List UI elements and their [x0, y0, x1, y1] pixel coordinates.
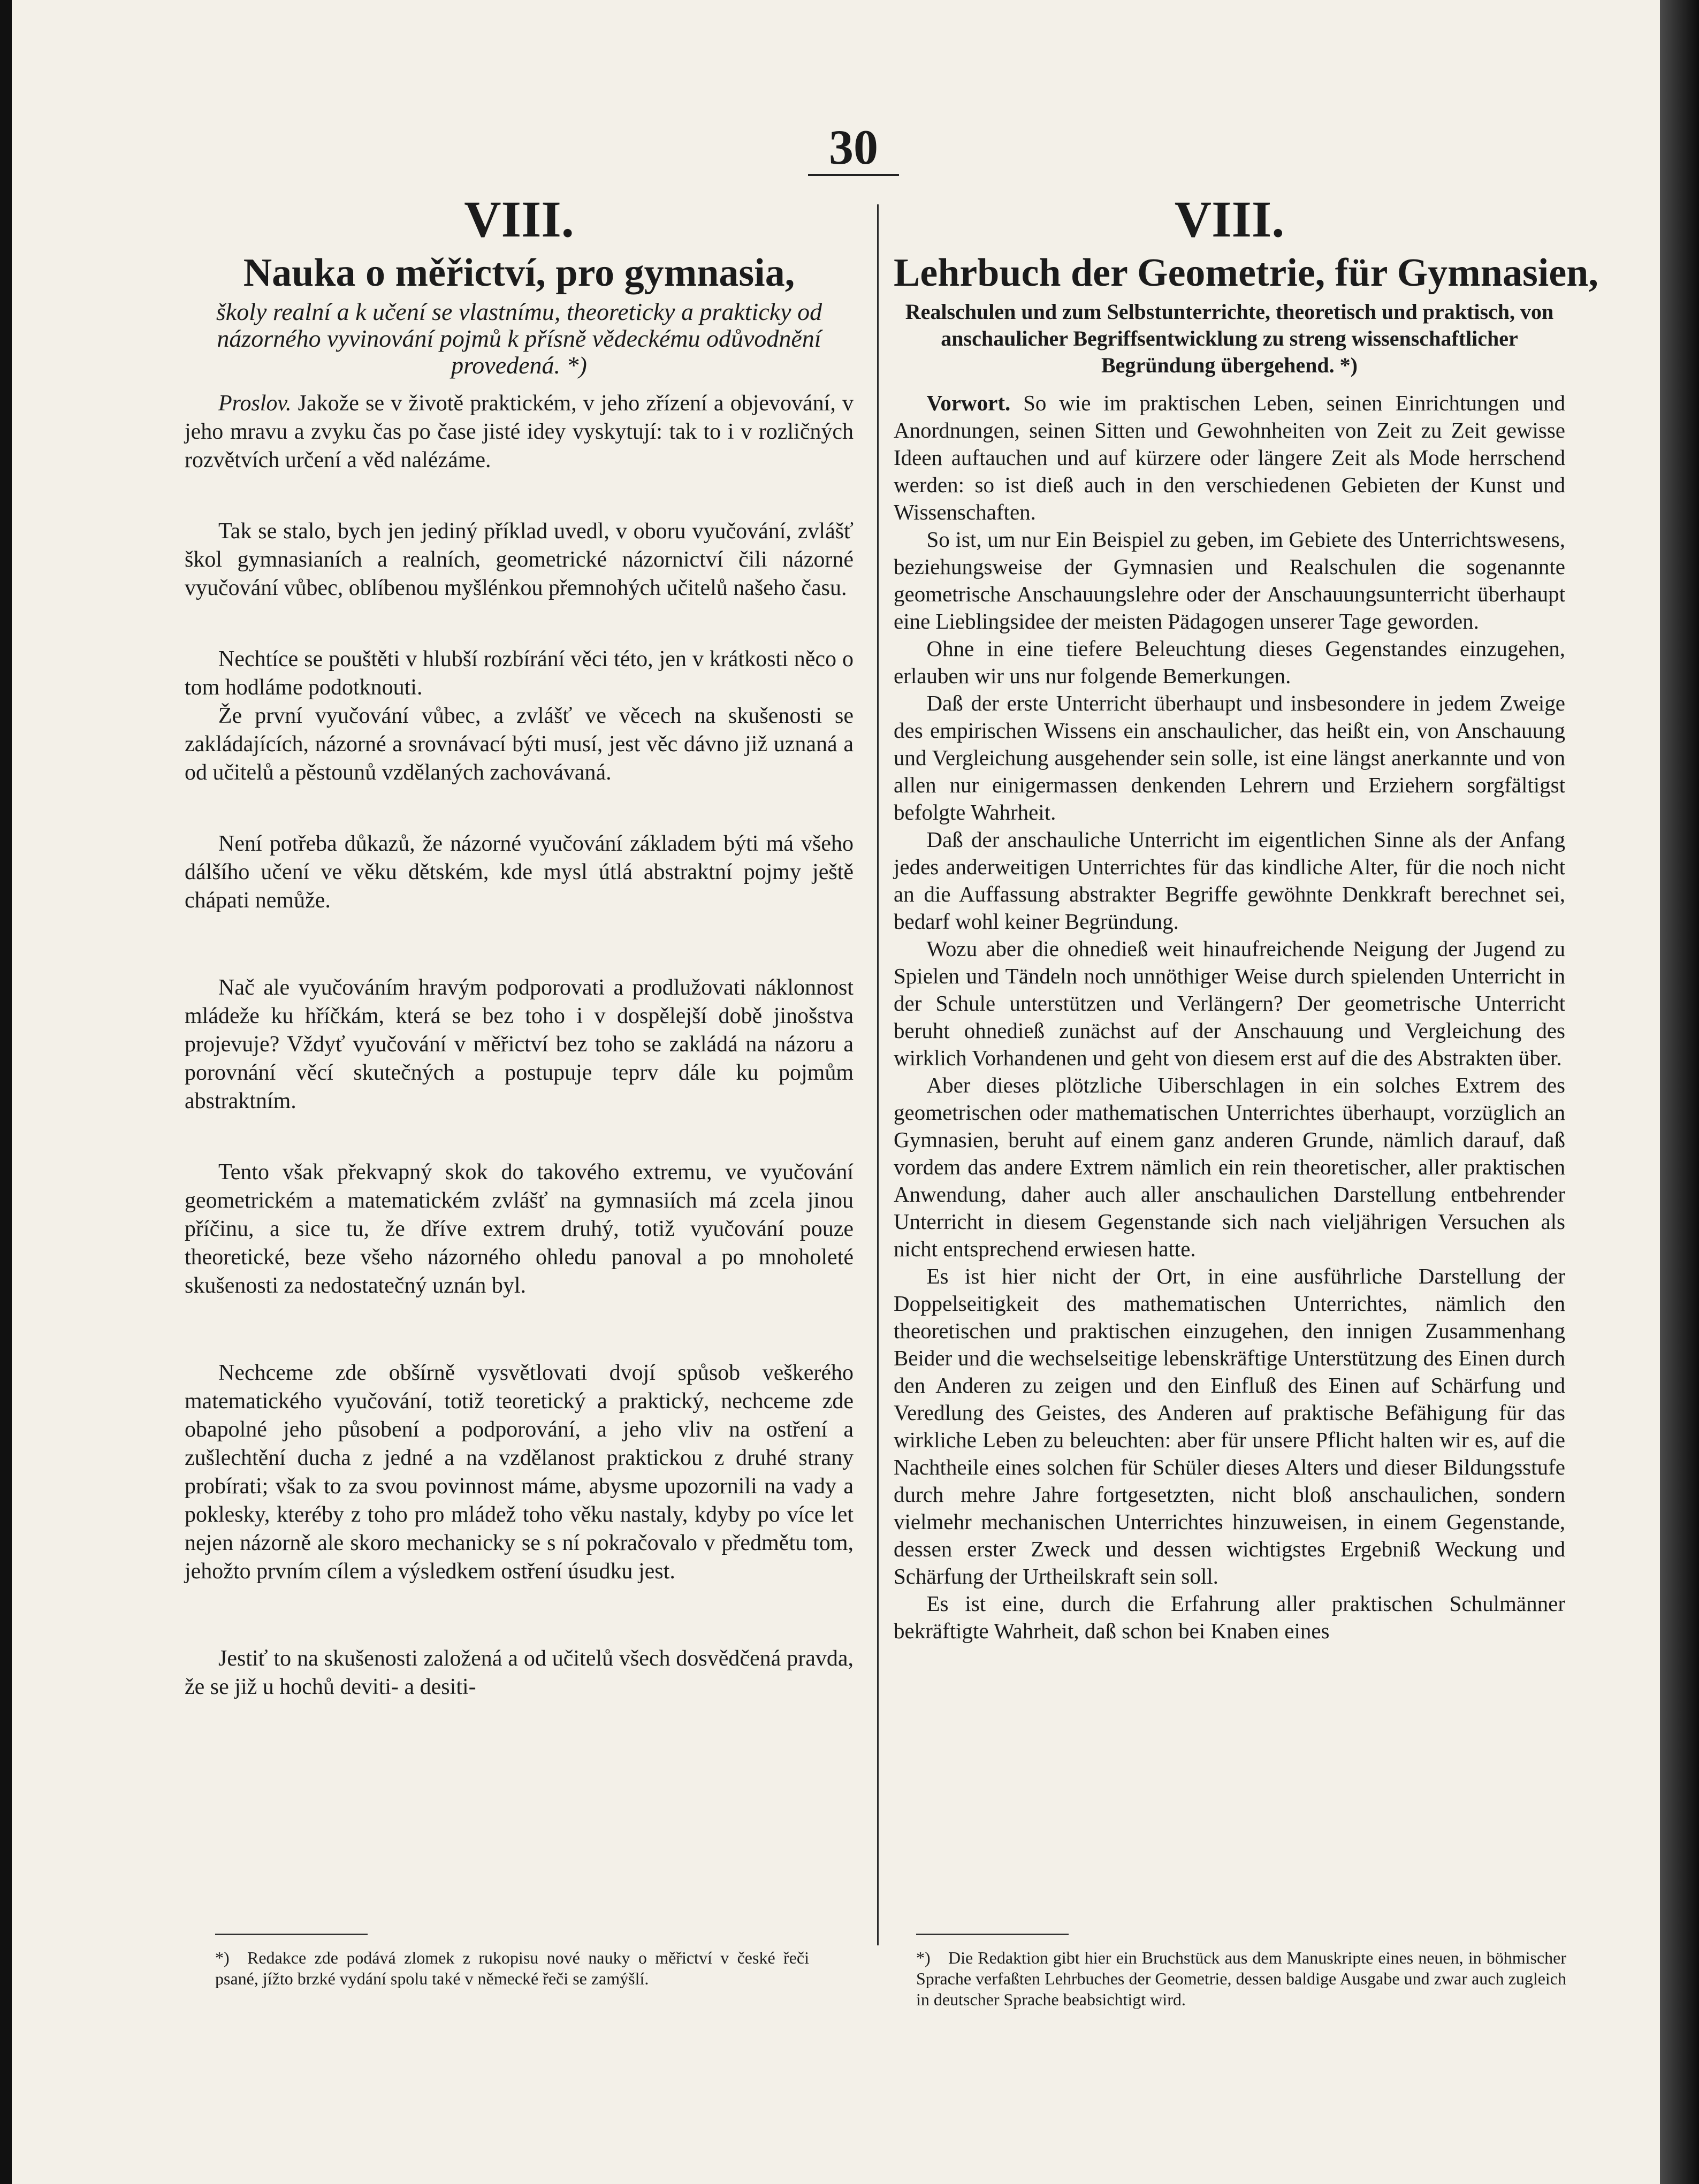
- paragraph: Že první vyučování vůbec, a zvlášť ve věcech na skušenosti se zakládajících, názorné a srovnávací býti musí, jest věc dávno již uznaná a od učitelů a pěstounů vzdělaných zachovávaná.: [185, 704, 854, 785]
- paragraph: Es ist hier nicht der Ort, in eine ausführliche Darstellung der Doppelseitigkeit des mathematischen Unterrichtes, nämlich den theoretischen und praktischen einzugehen, den innigen Zusammenhang Beider und die wechselseitige lebenskräftige Unterstützung des Einen durch den Anderen zu zeigen und den Einfluß des Einen auf Schärfung und Veredlung des Geistes, des Anderen auf praktische Befähigung für das wirkliche Leben zu beleuchten: aber für unsere Pflicht halten wir es, auf die Nachtheile eines solchen für Schüler dieses Alters und dieser Bildungsstufe durch mehre Jahre fortgesetzten, nicht bloß anschaulichen, sondern vielmehr mechanischen Unterrichtes hinzuweisen, in einem Gegenstande, dessen erster Zweck und dessen wichtigstes Ergebniß Weckung und Schärfung der Urtheilskraft sein soll.: [894, 1264, 1565, 1589]
- page: [12, 0, 1660, 2184]
- book-spine-edge: [1660, 0, 1699, 2184]
- section-number: VIII.: [464, 190, 574, 248]
- paragraph: Není potřeba důkazů, že názorné vyučování základem býti má všeho dálšího učení ve věku dětském, kde mysl útlá abstraktní pojmy ještě chápati nemůže.: [185, 831, 854, 913]
- footnote-text: Redakce zde podává zlomek z rukopisu nové nauky o měřictví v české řeči psané, jížto brzké vydání spolu také v německé řeči se zamýšlí.: [215, 1948, 809, 1988]
- czech-column: [185, 190, 854, 1701]
- paragraph-lead: Vorwort.: [926, 391, 1011, 415]
- article-subtitle: školy realní a k učení se vlastnímu, theoreticky a prakticky od názorného vyvinování pojmů k přísně vědeckému odůvodnění provedená. *): [216, 298, 822, 379]
- paragraph: Ohne in eine tiefere Beleuchtung dieses Gegenstandes einzugehen, erlauben wir uns nur folgende Bemerkungen.: [894, 636, 1565, 688]
- footnote-mark: *): [916, 1948, 931, 1967]
- paragraph: Daß der erste Unterricht überhaupt und insbesondere in jedem Zweige des empirischen Wissens ein anschaulicher, das heißt ein, von Anschauung und Vergleichung ausgehender sein solle, ist eine längst anerkannte und von allen nur einigermassen denkenden Lehrern und Erziehern sorgfältigst befolgte Wahrheit.: [894, 691, 1565, 824]
- paragraph: Tento však překvapný skok do takového extremu, ve vyučování geometrickém a matematickém zvlášť na gymnasiích má zcela jinou příčinu, a sice tu, že dříve extrem druhý, totiž vyučování pouze theoretické, beze všeho názorného ohledu panoval a po mnoholeté skušenosti za nedostatečný uznán byl.: [185, 1160, 854, 1298]
- paragraph: Nechceme zde obšírně vysvětlovati dvojí spůsob veškerého matematického vyučování, totiž teoretický a praktický, nechceme zde obapolné jeho působení a podporování, a jeho vliv na ostření a zušlechtění ducha z jedné a na vzdělanost praktickou z druhé strany probírati; však to za svou povinnost máme, abysme upozornili na vady a poklesky, kteréby z toho pro mládež toho věku nastaly, kdyby po více let nejen názorně ale skoro mechanicky se s ní pokračovalo v předmětu tom, jehožto prvním cílem a výsledkem ostření úsudku jest.: [185, 1361, 854, 1584]
- paragraph: Aber dieses plötzliche Uiberschlagen in ein solches Extrem des geometrischen oder mathematischen Unterrichtes überhaupt, vorzüglich an Gymnasien, beruht auf einem ganz anderen Grunde, nämlich darauf, daß vordem das andere Extrem nämlich ein rein theoretischer, aller praktischen Anwendung, daher auch aller anschaulichen Darstellung entbehrender Unterricht in diesem Gegenstande sich nach vieljährigen Versuchen als nicht entsprechend erwiesen hatte.: [894, 1073, 1565, 1261]
- footnote: [916, 1948, 1566, 2010]
- paragraph: So ist, um nur Ein Beispiel zu geben, im Gebiete des Unterrichtswesens, beziehungsweise der Gymnasien und Realschulen die sogenannte geometrische Anschauungslehre oder der Anschauungsunterricht überhaupt eine Lieblingsidee der meisten Pädagogen unserer Tage geworden.: [894, 527, 1565, 633]
- article-subtitle: Realschulen und zum Selbstunterrichte, theoretisch und praktisch, von anschaulicher Begriffsentwicklung zu streng wissenschaftlicher Begründung übergehend. *): [905, 300, 1554, 377]
- footnote-mark: *): [215, 1948, 230, 1967]
- footnote-rule: [215, 1934, 368, 1935]
- section-number: VIII.: [1174, 190, 1285, 248]
- paragraph: Vorwort. So wie im praktischen Leben, seinen Einrichtungen und Anordnungen, seinen Sitten und Gewohnheiten von Zeit zu Zeit gewisse Ideen auftauchen und auf kürzere oder längere Zeit als Mode herrschend werden: so ist dieß auch in den verschiedenen Gebieten der Kunst und Wissenschaften.: [894, 391, 1565, 524]
- paragraph: Nechtíce se pouštěti v hlubší rozbírání věci této, jen v krátkosti něco o tom hodláme podotknouti.: [185, 647, 854, 700]
- article-title: Lehrbuch der Geometrie, für Gymnasien,: [894, 251, 1598, 295]
- paragraph: Tak se stalo, bych jen jediný příklad uvedl, v oboru vyučování, zvlášť škol gymnasianích a realních, geometrické názornictví čili názorné vyučování vůbec, oblíbenou myšlénkou přemnohých učitelů našeho času.: [185, 519, 854, 600]
- paragraph: Proslov. Jakože se v životě praktickém, v jeho zřízení a objevování, v jeho mravu a zvyku čas po čase jisté idey vyskytují: tak to i v rozličných rozvětvích určení a věd nalézáme.: [185, 391, 854, 472]
- footnote-text: Die Redaktion gibt hier ein Bruchstück aus dem Manuskripte eines neuen, in böhmischer Sprache verfaßten Lehrbuches der Geometrie, dessen baldige Ausgabe und zwar auch zugleich in deutscher Sprache beabsichtigt wird.: [916, 1948, 1566, 2009]
- paragraph: Daß der anschauliche Unterricht im eigentlichen Sinne als der Anfang jedes anderweitigen Unterrichtes für das kindliche Alter, für die noch nicht an die Auffassung abstrakter Begriffe gewöhnte Denkkraft berechnet sei, bedarf wohl keiner Begründung.: [894, 827, 1565, 934]
- paragraph-lead: Proslov.: [218, 391, 292, 416]
- column-divider: [877, 204, 879, 1945]
- footnote: [215, 1948, 809, 1989]
- paragraph: Es ist eine, durch die Erfahrung aller praktischen Schulmänner bekräftigte Wahrheit, daß schon bei Knaben eines: [894, 1591, 1565, 1643]
- article-title: Nauka o měřictví, pro gymnasia,: [243, 251, 795, 295]
- paragraph: Wozu aber die ohnedieß weit hinaufreichende Neigung der Jugend zu Spielen und Tändeln noch unnöthiger Weise durch spielenden Unterricht in der Schule unterstützen und Verlängern? Der geometrische Unterricht beruht ohnedieß zunächst auf der Anschauung und Vergleichung des wirklich Vorhandenen und geht von diesem erst auf die des Abstrakten über.: [894, 936, 1565, 1070]
- paragraph: Jestiť to na skušenosti založená a od učitelů všech dosvědčená pravda, že se již u hochů deviti- a desiti-: [185, 1646, 854, 1699]
- paragraph: Nač ale vyučováním hravým podporovati a prodlužovati náklonnost mládeže ku hříčkám, která se bez toho i v dospělejší době jinošstva projevuje? Vždyť vyučování v měřictví bez toho se zakládá na názoru a porovnání věcí skutečných a postupuje teprv dále ku pojmům abstraktním.: [185, 975, 854, 1113]
- page-number: 30: [808, 120, 899, 176]
- footnote-rule: [916, 1934, 1069, 1935]
- german-column: [894, 190, 1598, 1645]
